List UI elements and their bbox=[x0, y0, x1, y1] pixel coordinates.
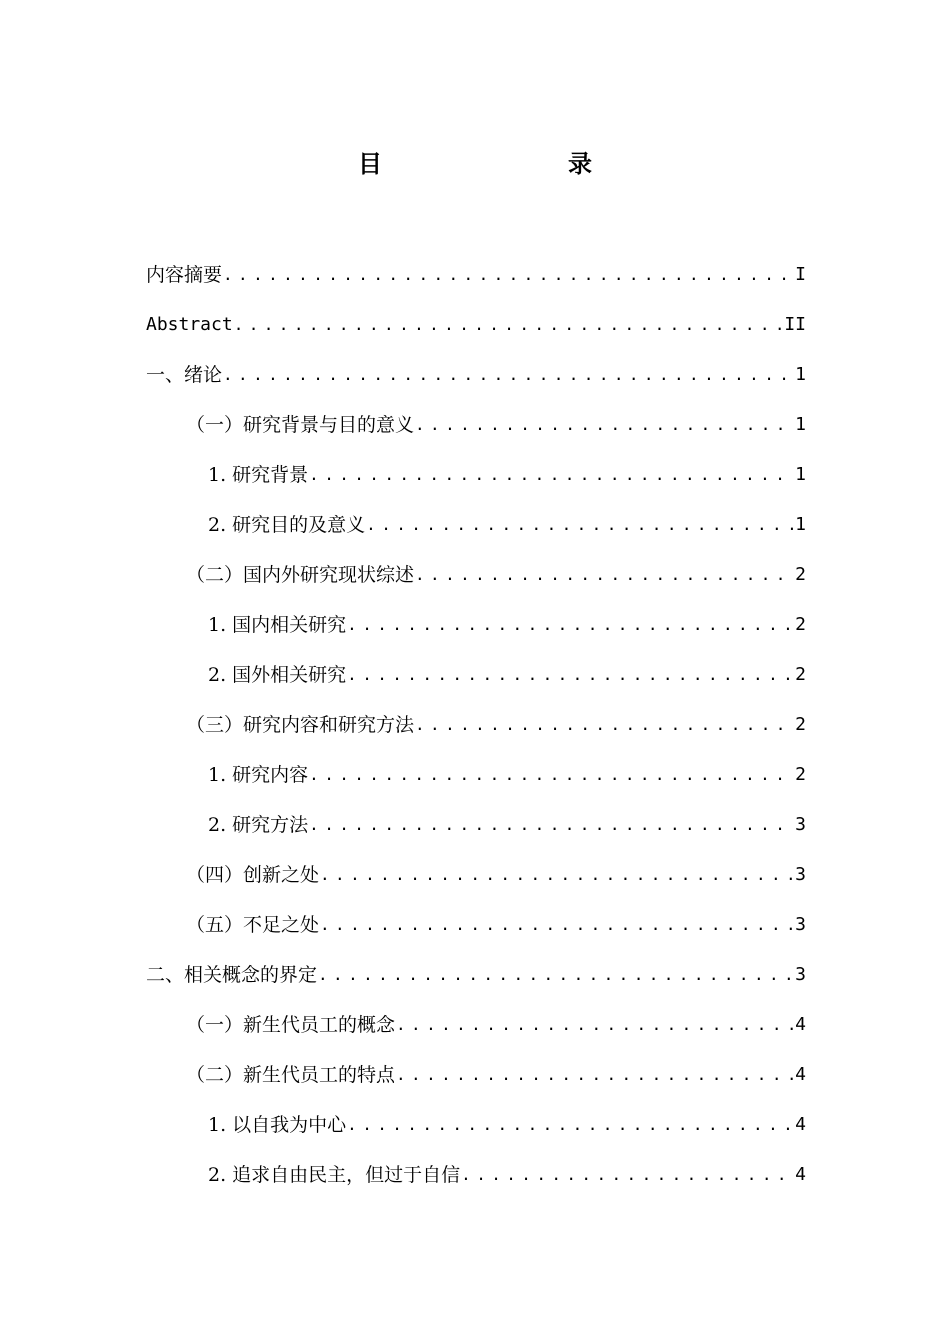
toc-entry[interactable] bbox=[146, 250, 806, 300]
toc-entry-text: （四）创新之处 bbox=[186, 864, 320, 886]
table-of-contents bbox=[146, 250, 806, 1200]
toc-entry[interactable] bbox=[146, 300, 806, 350]
toc-page-number: 2 bbox=[795, 664, 806, 685]
toc-entry[interactable] bbox=[146, 850, 806, 900]
toc-page-number: 1 bbox=[795, 414, 806, 435]
toc-entry-text: 2. 国外相关研究 bbox=[208, 664, 347, 686]
toc-page-number: 4 bbox=[795, 1064, 806, 1085]
toc-entry[interactable] bbox=[146, 550, 806, 600]
toc-entry-text: 二、相关概念的界定 bbox=[146, 964, 318, 986]
dot-leader bbox=[396, 1000, 794, 1050]
toc-entry-text: （一）新生代员工的概念 bbox=[186, 1014, 396, 1036]
toc-page-number: 3 bbox=[795, 914, 806, 935]
toc-page-number: 1 bbox=[795, 364, 806, 385]
toc-entry-text: 1. 研究背景 bbox=[208, 464, 309, 486]
toc-entry[interactable] bbox=[146, 1100, 806, 1150]
dot-leader bbox=[309, 750, 794, 800]
toc-page-number: 1 bbox=[795, 464, 806, 485]
toc-entry-text: Abstract bbox=[146, 314, 233, 335]
toc-entry[interactable] bbox=[146, 650, 806, 700]
toc-entry-text: （一）研究背景与目的意义 bbox=[186, 414, 415, 436]
dot-leader bbox=[347, 650, 794, 700]
dot-leader bbox=[396, 1050, 794, 1100]
toc-entry-text: 一、绪论 bbox=[146, 364, 223, 386]
toc-entry[interactable] bbox=[146, 600, 806, 650]
toc-entry[interactable] bbox=[146, 800, 806, 850]
dot-leader bbox=[234, 300, 784, 350]
toc-entry[interactable] bbox=[146, 500, 806, 550]
toc-page-number: 4 bbox=[795, 1114, 806, 1135]
toc-page-number: 3 bbox=[795, 964, 806, 985]
toc-entry[interactable] bbox=[146, 350, 806, 400]
toc-page-number: 2 bbox=[795, 714, 806, 735]
toc-entry[interactable] bbox=[146, 1050, 806, 1100]
dot-leader bbox=[415, 550, 794, 600]
toc-entry[interactable] bbox=[146, 900, 806, 950]
dot-leader bbox=[461, 1150, 794, 1200]
toc-entry-text: （二）国内外研究现状综述 bbox=[186, 564, 415, 586]
dot-leader bbox=[347, 1100, 794, 1150]
toc-entry-text: 1. 以自我为中心 bbox=[208, 1114, 347, 1136]
dot-leader bbox=[347, 600, 794, 650]
toc-entry-text: 2. 研究目的及意义 bbox=[208, 514, 366, 536]
toc-entry[interactable] bbox=[146, 700, 806, 750]
toc-entry-text: 内容摘要 bbox=[146, 264, 223, 286]
toc-page-number: 3 bbox=[795, 814, 806, 835]
toc-entry-text: （五）不足之处 bbox=[186, 914, 320, 936]
toc-page-number: II bbox=[784, 314, 806, 335]
dot-leader bbox=[223, 250, 794, 300]
dot-leader bbox=[366, 500, 794, 550]
dot-leader bbox=[223, 350, 794, 400]
toc-page-number: 2 bbox=[795, 614, 806, 635]
toc-entry[interactable] bbox=[146, 400, 806, 450]
dot-leader bbox=[320, 850, 794, 900]
dot-leader bbox=[318, 950, 794, 1000]
page-title: 目 录 bbox=[358, 150, 638, 178]
toc-entry-text: （三）研究内容和研究方法 bbox=[186, 714, 415, 736]
dot-leader bbox=[415, 400, 794, 450]
dot-leader bbox=[320, 900, 794, 950]
toc-page-number: I bbox=[795, 264, 806, 285]
toc-entry[interactable] bbox=[146, 450, 806, 500]
toc-entry-text: 1. 国内相关研究 bbox=[208, 614, 347, 636]
toc-entry[interactable] bbox=[146, 750, 806, 800]
dot-leader bbox=[309, 450, 794, 500]
toc-page-number: 3 bbox=[795, 864, 806, 885]
toc-entry-text: 2. 追求自由民主，但过于自信 bbox=[208, 1164, 461, 1186]
toc-entry[interactable] bbox=[146, 950, 806, 1000]
dot-leader bbox=[415, 700, 794, 750]
toc-page-number: 4 bbox=[795, 1014, 806, 1035]
toc-entry-text: （二）新生代员工的特点 bbox=[186, 1064, 396, 1086]
toc-entry[interactable] bbox=[146, 1000, 806, 1050]
toc-page-number: 4 bbox=[795, 1164, 806, 1185]
toc-page-number: 1 bbox=[795, 514, 806, 535]
toc-entry[interactable] bbox=[146, 1150, 806, 1200]
toc-page-number: 2 bbox=[795, 564, 806, 585]
toc-entry-text: 2. 研究方法 bbox=[208, 814, 309, 836]
dot-leader bbox=[309, 800, 794, 850]
toc-page-number: 2 bbox=[795, 764, 806, 785]
toc-entry-text: 1. 研究内容 bbox=[208, 764, 309, 786]
